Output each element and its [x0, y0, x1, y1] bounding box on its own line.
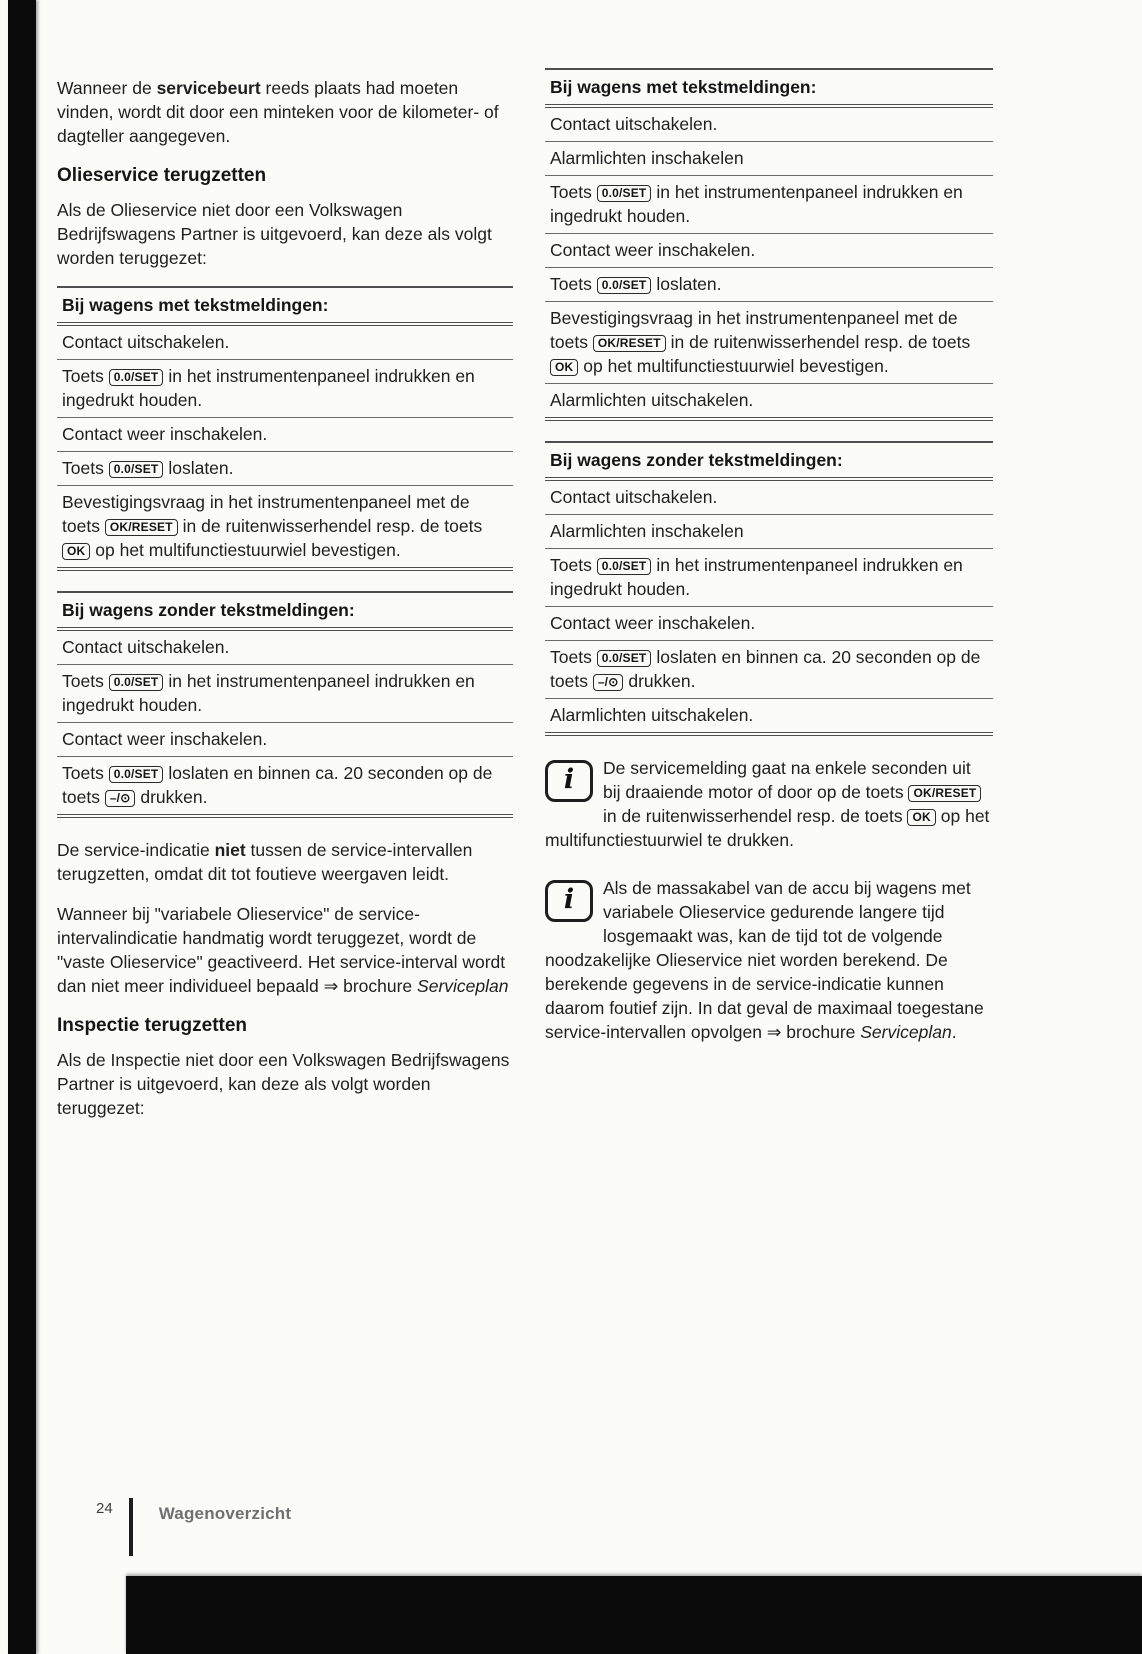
- table-row: [545, 302, 993, 384]
- text-segment: Contact uitschakelen.: [62, 332, 230, 352]
- text-segment: op het multifunctiestuurwiel bevestigen.: [578, 356, 889, 376]
- paragraph: [57, 902, 513, 998]
- table-row: [57, 486, 513, 567]
- table-row: [545, 108, 993, 142]
- key-0-0-set: 0.0/SET: [109, 766, 164, 783]
- key-ok: OK: [907, 809, 935, 826]
- text-segment: Toets: [62, 671, 109, 691]
- paragraph: [57, 198, 513, 270]
- paragraph: [57, 838, 513, 886]
- text-segment: in het instrumentenpaneel indrukken en ingedrukt houden.: [550, 555, 963, 599]
- text-segment: Wanneer bij "variabele Olieservice" de service-intervalindicatie handmatig wordt teruggezet, wordt de "vaste Olieservice" geactiveerd. Het service-interval wordt dan niet meer individueel bepaald ⇒ brochure: [57, 904, 506, 996]
- text-segment: tussen de service-intervallen terugzetten, omdat dit tot foutieve weergaven leidt.: [57, 840, 473, 884]
- text-segment: Alarmlichten inschakelen: [550, 148, 744, 168]
- info-note: [545, 756, 993, 852]
- text-segment: op het multifunctiestuurwiel bevestigen.: [90, 540, 401, 560]
- key-trip-clock: –/⊙: [105, 790, 136, 807]
- text-segment: Toets: [62, 458, 109, 478]
- table-row: [57, 665, 513, 723]
- key-0-0-set: 0.0/SET: [597, 650, 652, 667]
- key-0-0-set: 0.0/SET: [109, 369, 164, 386]
- table-row: [545, 234, 993, 268]
- text-segment-italic: Serviceplan: [417, 976, 509, 996]
- text-segment: in de ruitenwisserhendel resp. de toets: [665, 332, 971, 352]
- scan-bottom-edge: [126, 1576, 1142, 1654]
- text-segment: Bevestigingsvraag in het instrumentenpaneel met de toets: [550, 308, 958, 352]
- key-0-0-set: 0.0/SET: [597, 558, 652, 575]
- text-segment: loslaten en binnen ca. 20 seconden op de toets: [62, 763, 493, 807]
- text-segment: De service-indicatie: [57, 840, 215, 860]
- text-segment: drukken.: [623, 671, 696, 691]
- table-row: [545, 549, 993, 607]
- text-segment: loslaten.: [163, 458, 234, 478]
- procedure-table: [545, 68, 993, 421]
- text-segment: Toets: [550, 647, 597, 667]
- procedure-table: [57, 286, 513, 571]
- key-0-0-set: 0.0/SET: [597, 277, 652, 294]
- table-row: [545, 699, 993, 732]
- text-segment: Contact weer inschakelen.: [550, 240, 756, 260]
- table-row: [57, 452, 513, 486]
- key-ok: OK: [550, 359, 578, 376]
- key-ok: OK: [62, 543, 90, 560]
- text-segment: loslaten.: [651, 274, 722, 294]
- table-row: [57, 631, 513, 665]
- key-trip-clock: –/⊙: [593, 674, 624, 691]
- text-segment-italic: Serviceplan: [860, 1022, 952, 1042]
- table-row: [57, 723, 513, 757]
- table-row: [545, 384, 993, 417]
- key-ok-reset: OK/RESET: [908, 785, 981, 802]
- text-segment: Alarmlichten uitschakelen.: [550, 705, 754, 725]
- text-segment: De servicemelding gaat na enkele seconden uit bij draaiende motor of door op de toets: [603, 758, 971, 802]
- text-segment: Alarmlichten inschakelen: [550, 521, 744, 541]
- text-segment: Als de massakabel van de accu bij wagens met variabele Olieservice gedurende langere tijd losgemaakt was, kan de tijd tot de volgende noodzakelijke Olieservice niet worden berekend. De berekende gegevens in de service-indicatie kunnen daarom foutief zijn. In dat geval de maximaal toegestane service-intervallen opvolgen ⇒ brochure: [545, 878, 984, 1042]
- paragraph: [57, 1048, 513, 1120]
- page-footer: [96, 1498, 291, 1560]
- text-segment: Contact uitschakelen.: [550, 487, 718, 507]
- text-segment: reeds plaats had moeten vinden, wordt dit door een minteken voor de kilometer- of dagteller aangegeven.: [57, 78, 499, 146]
- footer-divider: [129, 1498, 133, 1556]
- text-segment-bold: niet: [214, 840, 246, 860]
- table-row: [57, 326, 513, 360]
- text-segment: Als de Olieservice niet door een Volkswagen Bedrijfswagens Partner is uitgevoerd, kan deze als volgt worden teruggezet:: [57, 200, 492, 268]
- table-row: [545, 142, 993, 176]
- info-icon: i: [545, 880, 593, 922]
- text-segment: loslaten en binnen ca. 20 seconden op de toets: [550, 647, 981, 691]
- scan-left-edge: [8, 0, 36, 1654]
- text-segment-bold: servicebeurt: [156, 78, 261, 98]
- text-segment: .: [951, 1022, 957, 1042]
- text-segment: in de ruitenwisserhendel resp. de toets: [603, 806, 908, 826]
- text-segment: Bevestigingsvraag in het instrumentenpaneel met de toets: [62, 492, 470, 536]
- table-row: [545, 607, 993, 641]
- table-row: [57, 418, 513, 452]
- text-segment: Toets: [62, 763, 109, 783]
- text-segment: Contact uitschakelen.: [550, 114, 718, 134]
- key-0-0-set: 0.0/SET: [597, 185, 652, 202]
- text-segment: Contact weer inschakelen.: [62, 424, 268, 444]
- key-ok-reset: OK/RESET: [593, 335, 666, 352]
- info-note: [545, 876, 993, 1044]
- text-segment: drukken.: [135, 787, 208, 807]
- text-segment: Toets: [62, 366, 109, 386]
- table-row: [545, 268, 993, 302]
- procedure-table: [545, 441, 993, 736]
- text-segment: Contact weer inschakelen.: [62, 729, 268, 749]
- column-left: [57, 76, 513, 1136]
- text-segment: in de ruitenwisserhendel resp. de toets: [177, 516, 483, 536]
- text-segment: Toets: [550, 555, 597, 575]
- text-segment: in het instrumentenpaneel indrukken en ingedrukt houden.: [62, 671, 475, 715]
- procedure-table: [57, 591, 513, 818]
- key-0-0-set: 0.0/SET: [109, 461, 164, 478]
- table-row: [545, 641, 993, 699]
- page-number: 24: [96, 1500, 113, 1517]
- section-heading: Inspectie terugzetten: [57, 1015, 248, 1036]
- footer-section-title: Wagenoverzicht: [158, 1504, 292, 1523]
- text-segment: Toets: [550, 182, 597, 202]
- text-segment: Contact uitschakelen.: [62, 637, 230, 657]
- table-header: Bij wagens zonder tekstmeldingen:: [545, 441, 993, 481]
- text-segment: in het instrumentenpaneel indrukken en ingedrukt houden.: [550, 182, 963, 226]
- text-segment: Wanneer de: [57, 78, 157, 98]
- key-ok-reset: OK/RESET: [105, 519, 178, 536]
- table-header: Bij wagens met tekstmeldingen:: [545, 68, 993, 108]
- table-header: Bij wagens zonder tekstmeldingen:: [57, 591, 513, 631]
- table-header: Bij wagens met tekstmeldingen:: [57, 286, 513, 326]
- table-row: [545, 481, 993, 515]
- paragraph: [57, 76, 513, 148]
- info-icon: i: [545, 760, 593, 802]
- text-segment: Als de Inspectie niet door een Volkswagen Bedrijfswagens Partner is uitgevoerd, kan deze als volgt worden teruggezet:: [57, 1050, 510, 1118]
- table-row: [545, 176, 993, 234]
- key-0-0-set: 0.0/SET: [109, 674, 164, 691]
- text-segment: op het multifunctiestuurwiel te drukken.: [545, 806, 990, 850]
- text-segment: Alarmlichten uitschakelen.: [550, 390, 754, 410]
- table-row: [545, 515, 993, 549]
- text-segment: Contact weer inschakelen.: [550, 613, 756, 633]
- table-row: [57, 360, 513, 418]
- column-right: [545, 68, 993, 1068]
- section-heading: Olieservice terugzetten: [57, 165, 267, 186]
- table-row: [57, 757, 513, 814]
- text-segment: Toets: [550, 274, 597, 294]
- text-segment: in het instrumentenpaneel indrukken en ingedrukt houden.: [62, 366, 475, 410]
